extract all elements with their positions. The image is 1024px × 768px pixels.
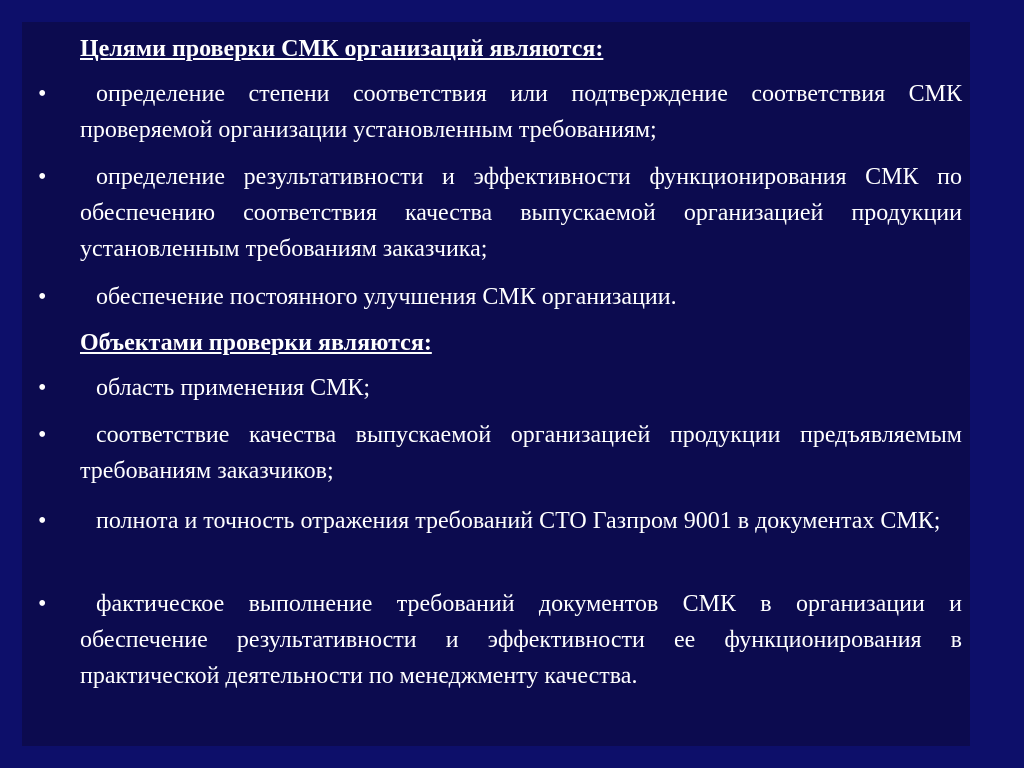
objects-bullet-3: • — [38, 508, 47, 534]
goals-bullet-2: • — [38, 164, 47, 190]
objects-heading: Объектами проверки являются: — [80, 330, 432, 356]
goals-bullet-1: • — [38, 81, 47, 107]
objects-item-4: фактическое выполнение требований документов СМК в организации и обеспечение результативности и эффективности ее функционирования в практической деятельности по менеджменту качества. — [80, 591, 962, 689]
objects-bullet-1: • — [38, 375, 47, 401]
objects-item-2: соответствие качества выпускаемой организацией продукции предъявляемым требованиям заказчиков; — [80, 422, 962, 484]
goals-item-1: определение степени соответствия или подтверждение соответствия СМК проверяемой организации установленным требованиям; — [80, 81, 962, 143]
objects-bullet-2: • — [38, 422, 47, 448]
goals-item-3: обеспечение постоянного улучшения СМК организации. — [96, 284, 677, 310]
objects-bullet-4: • — [38, 591, 47, 617]
objects-item-3: полнота и точность отражения требований СТО Газпром 9001 в документах СМК; — [96, 508, 941, 534]
goals-bullet-3: • — [38, 284, 47, 310]
goals-item-2: определение результативности и эффективности функционирования СМК по обеспечению соответствия качества выпускаемой организацией продукции установленным требованиям заказчика; — [80, 164, 962, 262]
objects-item-1: область применения СМК; — [96, 375, 371, 401]
goals-heading: Целями проверки СМК организаций являются: — [80, 36, 604, 62]
